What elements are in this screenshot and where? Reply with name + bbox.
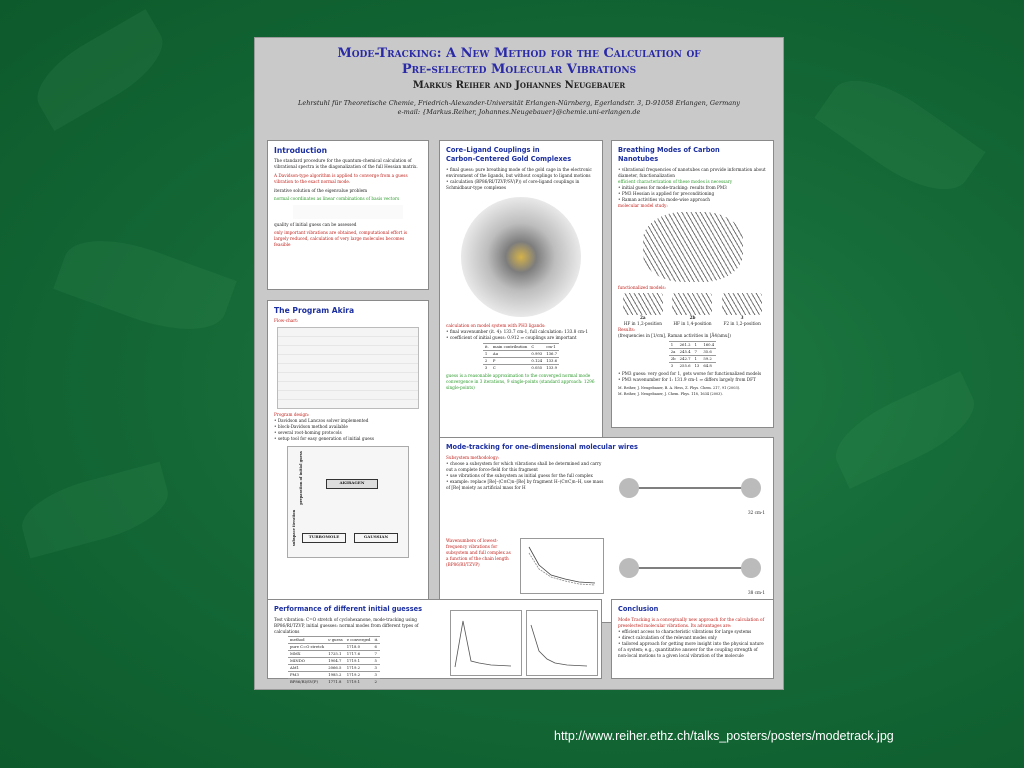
model-2b	[672, 293, 712, 327]
gold-calc-note: calculation on model system with PH3 ligands:	[446, 323, 546, 328]
table-cell: 13	[694, 363, 700, 368]
table-header-row	[288, 637, 380, 644]
side-label: preparation of initial guess	[298, 451, 303, 505]
nanotube-line: • vibrational frequencies of nanotubes can provide information about diameter, functionalization	[618, 167, 766, 178]
table-header: it.	[484, 344, 489, 349]
wavenumber-chart-svg	[521, 539, 603, 593]
table-cell: 0.124	[531, 358, 543, 363]
gold-title-line2: Carbon-Centered Gold Complexes	[446, 155, 572, 163]
conclusion-bullet: • efficient access to characteristic vibrations for large systems	[618, 629, 752, 634]
end-group	[619, 478, 639, 498]
akira-bullet-text: Davidson and Lanczos solver implemented	[277, 418, 369, 423]
table-cell: 1985.2	[326, 672, 345, 679]
gold-title-line1: Core–Ligand Couplings in	[446, 146, 540, 154]
akira-bullet-text: setup tool for easy generation of initial guess	[277, 436, 374, 441]
table-cell: P	[491, 358, 530, 365]
source-url[interactable]: http://www.reiher.ethz.ch/talks_posters/posters/modetrack.jpg	[554, 729, 894, 743]
panel-introduction	[267, 140, 429, 290]
poster-affiliation	[255, 99, 783, 117]
intro-line: normal coordinates as linear combinations of basis vectors	[274, 196, 400, 201]
model-label: 2b	[689, 315, 696, 320]
table-header: ν guess	[328, 637, 343, 642]
table-cell: 1725.1	[326, 651, 345, 658]
gaussian-box: GAUSSIAN	[354, 533, 398, 543]
table-cell: 1	[693, 356, 702, 363]
intro-line: quality of initial guess can be assessed	[274, 222, 357, 227]
poster-authors: Markus Reiher and Johannes Neugebauer	[412, 80, 626, 91]
table-cell	[326, 644, 345, 651]
model-caption: HF in 1,4-position	[673, 321, 712, 326]
mode-label: 32 cm-1	[747, 510, 765, 515]
nanotube-line: • PM3 Hessian is applied for preconditioning	[618, 191, 715, 196]
conclusion-intro: Mode Tracking is a conceptually new approach for the calculation of preselected molecular vibrations. Its advantages are:	[618, 617, 765, 628]
conclusion-bullet-text: direct calculation of the relevant modes only	[621, 635, 717, 640]
panel-gold	[439, 140, 603, 460]
table-cell: 1719.2	[345, 672, 373, 679]
wire-mode-2-svg	[615, 548, 765, 588]
nanotube-ref: M. Reiher, J. Neugebauer, J. Chem. Phys. 118, 1634 (2003).	[618, 392, 723, 396]
chart-caption: Wavenumbers of lowest-frequency vibrations for subsystem and full complex as a function of the chain length (BP86/RI/TZVP)	[446, 538, 511, 567]
poster-header	[255, 38, 783, 117]
convergence-line	[455, 621, 511, 667]
table-cell: 1	[669, 342, 678, 349]
table-cell: MINDO	[288, 658, 326, 665]
nanotube-line-text: PM3 Hessian is applied for preconditioning	[621, 191, 715, 196]
table-cell: 1719.2	[345, 665, 373, 672]
table-cell: 133.6	[546, 358, 558, 363]
akira-bullet: • several root-homing protocols	[274, 430, 342, 435]
akira-design-diagram	[287, 446, 409, 558]
table-cell: Au	[491, 351, 530, 358]
table-row	[483, 365, 559, 372]
background-leaf	[24, 9, 175, 131]
gold-bullet-text: coefficient of initial guess: 0.912 ⇒ couplings are important	[449, 335, 577, 340]
table-header: ν converged	[346, 637, 371, 642]
table-cell: 136.7	[546, 351, 558, 356]
table-header: C	[529, 344, 544, 351]
side-label: subspace iteration	[292, 509, 297, 547]
convergence-line	[531, 625, 587, 666]
nanotube-line-text: vibrational frequencies of nanotubes can provide information about diameter, functionalization	[618, 167, 766, 178]
end-group	[619, 558, 639, 578]
method-label: Subsystem methodology:	[446, 455, 500, 460]
table-row	[288, 672, 380, 679]
table-row	[288, 665, 380, 672]
conclusion-bullet-text: tailored approach for getting more insight into the physical nature of a system; e.g., quantitative answer for the coupling strength of non-local motions to a given local vibration of the molecule	[618, 641, 764, 658]
email-text: e-mail: {Markus.Reiher, Johannes.Neugebauer}@chemie.uni-erlangen.de	[397, 108, 641, 116]
nanotube-bullet-text: PM3 wavenumber for 1: 131.9 cm-1 ⇒ differs largely from DFT	[621, 377, 756, 382]
gold-bullet: • final wavenumber (it. 4): 133.7 cm-1, full calculation: 133.8 cm-1	[446, 329, 588, 334]
table-cell: 1771.8	[326, 679, 345, 686]
gold-complex-image	[461, 197, 581, 317]
guess-plot-2-svg	[527, 611, 597, 675]
background-leaf	[814, 60, 985, 209]
table-cell: 160.4	[703, 342, 715, 347]
wires-bullet: • choose a subsystem for which vibrations shall be determined and carry out a complete force-field for this fragment	[446, 461, 602, 472]
table-header: it.	[374, 637, 379, 642]
flow-label: Flow-chart:	[274, 318, 299, 323]
mode-label: 38 cm-1	[747, 590, 765, 595]
table-cell: 133.9	[546, 365, 558, 370]
table-header: method	[288, 637, 326, 644]
table-cell: AM1	[288, 665, 326, 672]
gold-table	[483, 343, 559, 371]
table-cell: 261.2	[679, 342, 691, 347]
gold-footer-line: guess is a reasonable approximation to the converged normal mode	[446, 373, 591, 378]
nanotubes-title-line2: Nanotubes	[618, 155, 659, 163]
table-cell: 3	[669, 363, 678, 370]
gold-line-text: calculation (BP86/RI/TZVP/SV(P)) of core-ligand couplings in Schmidbaur-type complexes	[446, 179, 580, 190]
gold-title	[446, 146, 596, 164]
table-row	[288, 679, 380, 686]
guesses-intro: Test vibration: C=O stretch of cyclohexanone, mode-tracking using BP86/RI/TZVP, initial guesses: normal modes from different types of calculations	[274, 617, 419, 634]
nanotube-ref: M. Reiher, J. Neugebauer, B. A. Hess, Z. Phys. Chem. 217, 91 (2003).	[618, 386, 741, 390]
nanotubes-title-line1: Breathing Modes of Carbon	[618, 146, 720, 154]
functionalized-models	[618, 293, 767, 327]
table-cell: 59.2	[701, 356, 716, 363]
table-cell: 2	[483, 358, 491, 365]
gold-line-text: final guess: pure breathing mode of the gold cage in the electronic environment of the ligands, but without couplings to ligand motions	[446, 167, 592, 178]
poster	[254, 37, 784, 690]
table-row	[288, 651, 380, 658]
intro-title: Introduction	[274, 146, 328, 155]
wires-bullet: • use vibrations of the subsystem as initial guess for the full complex	[446, 473, 593, 478]
model-label: 3	[740, 315, 744, 320]
table-header: main contribution	[492, 344, 528, 349]
table-cell: MMX	[288, 651, 326, 658]
table-cell: 242.7	[679, 356, 691, 361]
nanotube-bullet: • PM3 guess: very good for 1, gets worse for functionalized models	[618, 371, 762, 376]
panel-wires	[439, 437, 774, 623]
wires-title: Mode-tracking for one-dimensional molecular wires	[446, 443, 638, 451]
table-row	[483, 351, 559, 358]
table-cell: 2	[372, 679, 380, 686]
nanotube-line: efficient characterization of these modes is necessary	[618, 179, 733, 184]
gold-bullet-text: final wavenumber (it. 4): 133.7 cm-1, full calculation: 133.8 cm-1	[449, 329, 588, 334]
akiragen-box: AKIRAGEN	[326, 479, 378, 489]
nanotube-line: • initial guess for mode-tracking: results from PM3	[618, 185, 727, 190]
table-header: cm-1	[544, 344, 559, 351]
conclusion-bullet: • tailored approach for getting more insight into the physical nature of a system; e.g., quantitative answer for the coupling strength of non-local motions to a given local vibration of the molecule	[618, 641, 764, 658]
table-cell: 255.6	[679, 363, 691, 368]
design-label: Program design:	[274, 412, 310, 417]
table-cell: 1	[483, 351, 491, 358]
poster-title	[255, 46, 783, 78]
nanotube-line-text: initial guess for mode-tracking: results from PM3	[621, 185, 727, 190]
nanotube-line: • Raman activities via mode-wise approach	[618, 197, 711, 202]
table-cell: pure C=O stretch	[290, 644, 325, 649]
results-caption: (frequencies in [1/cm], Raman activities in [Å4/amu])	[618, 333, 731, 338]
table-cell: 5	[372, 658, 380, 665]
guess-plot-1-svg	[451, 611, 521, 675]
equation-figure	[293, 205, 403, 219]
model-caption: HF in 1,2-position	[623, 321, 662, 326]
background-leaf	[824, 371, 985, 489]
table-cell: 3	[372, 672, 380, 679]
table-cell: 1719.1	[345, 679, 373, 686]
table-row	[288, 644, 380, 651]
table-row	[288, 658, 380, 665]
table-cell: 245.4	[679, 349, 691, 354]
table-cell: C	[491, 365, 530, 372]
wire-mode-1	[615, 468, 765, 528]
table-cell: 1904.7	[326, 658, 345, 665]
nanotubes-table	[669, 341, 716, 369]
table-cell: 1	[693, 342, 702, 349]
table-cell: 0.055	[531, 365, 543, 370]
poster-title-line2: Pre-selected Molecular Vibrations	[401, 62, 637, 77]
func-label: functionalized models:	[618, 285, 666, 290]
intro-line: only important vibrations are obtained, computational effort is largely reduced, calculation of very large molecules becomes feasible	[274, 230, 408, 247]
gold-line: • final guess: pure breathing mode of the gold cage in the electronic environment of the ligands, but without couplings to ligand motions	[446, 167, 592, 178]
series-subsystem	[529, 547, 595, 583]
table-cell: 3	[372, 665, 380, 672]
panel-conclusion	[611, 599, 774, 679]
wires-bullet-text: use vibrations of the subsystem as initial guess for the full complex	[449, 473, 593, 478]
akira-bullet-text: block-Davidson method available	[277, 424, 348, 429]
table-cell: BP86/RI/SV(P)	[288, 679, 326, 686]
table-cell: 64.8	[701, 363, 716, 370]
akira-bullet: • block-Davidson method available	[274, 424, 348, 429]
wavenumber-chart	[520, 538, 604, 594]
affiliation-text: Lehrstuhl für Theoretische Chemie, Friedrich-Alexander-Universität Erlangen-Nürnberg, Egerlandstr. 3, D-91058 Erlangen, Germany	[298, 99, 740, 107]
akira-title: The Program Akira	[274, 306, 355, 315]
nanotube-line-text: Raman activities via mode-wise approach	[621, 197, 711, 202]
model-image	[623, 293, 663, 315]
table-cell: 1718.0	[345, 644, 373, 651]
table-row	[669, 349, 716, 356]
table-cell: PM3	[288, 672, 326, 679]
poster-title-line1: Mode-Tracking: A New Method for the Calculation of	[337, 46, 701, 61]
table-cell: 2a	[669, 349, 678, 356]
gold-footer-line: convergence in 3 iterations, 9 single-points (standard approach: 1296 single-points)	[446, 379, 595, 390]
conclusion-bullet: • direct calculation of the relevant modes only	[618, 635, 717, 640]
guesses-title: Performance of different initial guesses	[274, 605, 423, 613]
panel-akira	[267, 300, 429, 622]
table-cell: 3	[483, 365, 491, 372]
model-caption: F2 in 1,2-position	[723, 321, 761, 326]
wires-bullet-text: choose a subsystem for which vibrations shall be determined and carry out a complete force-field for this fragment	[446, 461, 602, 472]
nanotube-image	[643, 212, 743, 282]
intro-line: A Davidson-type algorithm is applied to converge from a guess vibration to the exact normal mode.	[274, 173, 408, 184]
panel-guesses	[267, 599, 602, 684]
background-leaf	[15, 462, 175, 559]
table-row	[669, 356, 716, 363]
table-header-row	[483, 344, 559, 351]
wires-bullets	[446, 461, 606, 491]
study-label: molecular model study:	[618, 203, 668, 208]
nanotube-bullet: • PM3 wavenumber for 1: 131.9 cm-1 ⇒ differs largely from DFT	[618, 377, 756, 382]
model-3	[722, 293, 762, 327]
model-label: 2a	[640, 315, 646, 320]
table-cell: 0.993	[531, 351, 543, 356]
gold-bullet: • coefficient of initial guess: 0.912 ⇒ couplings are important	[446, 335, 577, 340]
gold-line: • calculation (BP86/RI/TZVP/SV(P)) of core-ligand couplings in Schmidbaur-type complexes	[446, 179, 580, 190]
panel-nanotubes	[611, 140, 774, 428]
table-row	[669, 363, 716, 370]
wire-mode-1-svg	[615, 468, 765, 508]
table-cell: 35.6	[701, 349, 716, 356]
nanotube-bullet-text: PM3 guess: very good for 1, gets worse for functionalized models	[621, 371, 762, 376]
end-group	[741, 558, 761, 578]
table-cell: 2066.5	[326, 665, 345, 672]
intro-line: iterative solution of the eigenvalue problem	[274, 188, 368, 193]
conclusion-bullet-text: efficient access to characteristic vibrations for large systems	[621, 629, 752, 634]
results-label: Results:	[618, 327, 636, 332]
table-cell: 1717.6	[345, 651, 373, 658]
table-cell: 6	[372, 644, 380, 651]
wires-bullet: • example: replace [Re]–(C≡C)n–[Re] by fragment H–(C≡C)n–H, use mass of [Re] moiety as artificial mass for H	[446, 479, 604, 490]
guesses-table	[288, 636, 380, 685]
series-complex	[529, 553, 595, 585]
table-row	[669, 342, 716, 349]
intro-line: The standard procedure for the quantum-chemical calculation of vibrational spectra is the diagonalization of the full Hessian matrix.	[274, 158, 418, 169]
table-cell: 7	[693, 349, 702, 356]
akira-bullet-text: several root-homing protocols	[277, 430, 342, 435]
flow-chart	[277, 327, 419, 409]
model-image	[672, 293, 712, 315]
akira-bullet: • Davidson and Lanczos solver implemented	[274, 418, 369, 423]
nanotubes-title	[618, 146, 767, 164]
model-image	[722, 293, 762, 315]
table-cell: 1719.1	[345, 658, 373, 665]
table-cell: 7	[372, 651, 380, 658]
background-leaf	[53, 223, 237, 347]
table-cell: 2b	[670, 356, 676, 361]
guess-plot-2	[526, 610, 598, 676]
table-row	[483, 358, 559, 365]
end-group	[741, 478, 761, 498]
akira-bullet: • setup tool for easy generation of initial guess	[274, 436, 374, 441]
guess-plot-1	[450, 610, 522, 676]
model-2a	[623, 293, 663, 327]
turbomole-box: TURBOMOLE	[302, 533, 346, 543]
conclusion-title: Conclusion	[618, 605, 659, 613]
wires-bullet-text: example: replace [Re]–(C≡C)n–[Re] by fragment H–(C≡C)n–H, use mass of [Re] moiety as artificial mass for H	[446, 479, 604, 490]
